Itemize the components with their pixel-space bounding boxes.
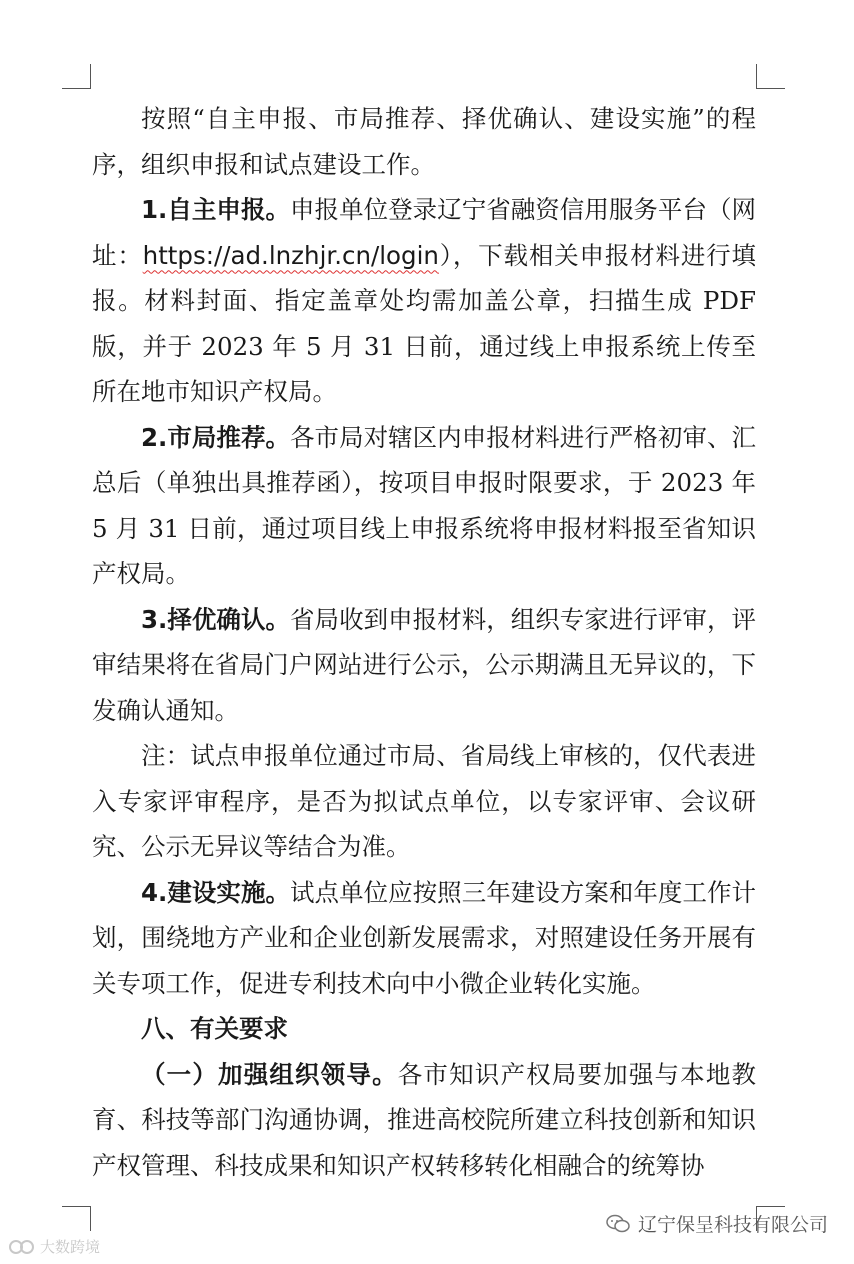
- crop-mark-top-left: [62, 64, 91, 89]
- source-credit: [606, 1210, 828, 1237]
- paragraph-organization: [92, 1052, 756, 1189]
- paragraph-text: 省局收到申报材料，组织专家进行评审，评审结果将在省局门户网站进行公示，公示期满且无异议的，下发确认通知。: [92, 604, 756, 725]
- paragraph-text: 试点单位应按照三年建设方案和年度工作计划，围绕地方产业和企业创新发展需求，对照建设任务开展有关专项工作，促进专利技术向中小微企业转化实施。: [92, 877, 756, 998]
- paragraph-text: 各市知识产权局要加强与本地教育、科技等部门沟通协调，推进高校院所建立科技创新和知识产权管理、科技成果和知识产权转移转化相融合的统筹协: [92, 1059, 757, 1180]
- paragraph-text: 注：试点申报单位通过市局、省局线上审核的，仅代表进入专家评审程序，是否为拟试点单位，以专家评审、会议研究、公示无异议等结合为准。: [92, 741, 756, 861]
- paragraph-note: [92, 733, 756, 870]
- watermark-text: 大数跨境: [40, 1238, 101, 1256]
- source-name: 辽宁保呈科技有限公司: [637, 1214, 828, 1236]
- paragraph-lead: 4.建设实施。: [141, 877, 291, 907]
- paragraph-select-confirm: [92, 597, 756, 734]
- paragraph-lead: 2.市局推荐。: [141, 422, 291, 452]
- paragraph-text: 各市局对辖区内申报材料进行严格初审、汇总后（单独出具推荐函），按项目申报时限要求，于 2023 年 5 月 31 日前，通过项目线上申报系统将申报材料报至省知识产权局。: [92, 422, 756, 588]
- logo-icon: [8, 1237, 36, 1257]
- paragraph-lead: 1.自主申报。: [141, 195, 291, 224]
- paragraph-lead: （一）加强组织领导。: [141, 1059, 398, 1089]
- paragraph-implementation: [92, 870, 756, 1007]
- crop-mark-top-right: [756, 64, 785, 89]
- paragraph-text: 按照“自主申报、市局推荐、择优确认、建设实施”的程序，组织申报和试点建设工作。: [92, 104, 756, 179]
- paragraph-city-recommend: [92, 415, 756, 597]
- platform-url[interactable]: https://ad.lnzhjr.cn/login: [142, 240, 439, 270]
- paragraph-text: 申报单位登录辽宁省融资信用服务平台（网址：: [92, 195, 756, 270]
- wechat-icon: [606, 1214, 630, 1234]
- watermark-left: [8, 1236, 100, 1257]
- paragraph-text: ），下载相关申报材料进行填报。材料封面、指定盖章处均需加盖公章，扫描生成 PDF 版，并于 2023 年 5 月 31 日前，通过线上申报系统上传至所在地市知识产权局。: [92, 240, 757, 406]
- section-heading: 八、有关要求: [141, 1014, 288, 1043]
- paragraph-self-declare: [92, 187, 756, 415]
- crop-mark-bottom-left: [62, 1206, 91, 1231]
- document-body: [92, 96, 756, 1188]
- paragraph-lead: 3.择优确认。: [141, 604, 291, 634]
- paragraph-procedure: [92, 96, 756, 187]
